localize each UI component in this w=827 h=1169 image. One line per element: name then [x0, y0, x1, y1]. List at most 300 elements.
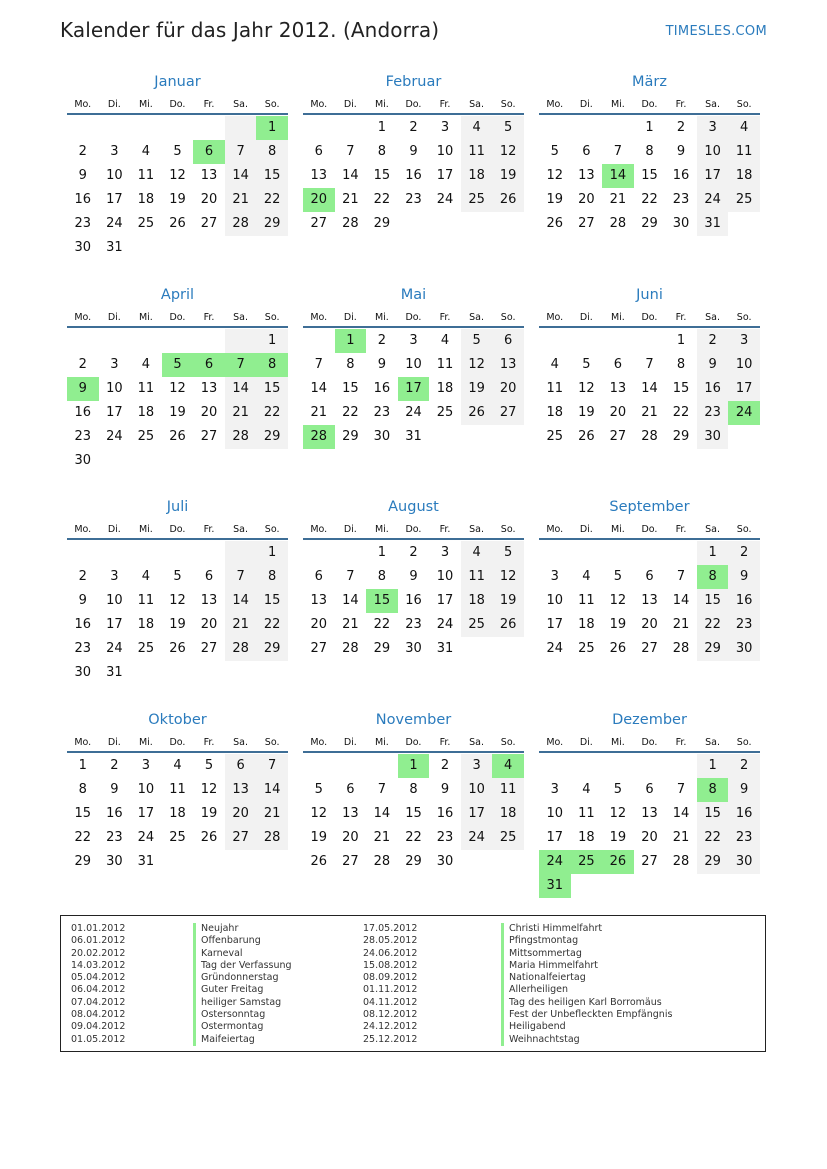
day-cell[interactable]: 25: [137, 216, 155, 231]
day-cell[interactable]: 19: [492, 589, 524, 613]
day-cell[interactable]: 1: [256, 541, 288, 565]
day-cell[interactable]: 27: [200, 216, 218, 231]
day-cell[interactable]: 25: [461, 613, 493, 637]
day-cell[interactable]: 13: [641, 806, 658, 821]
day-cell[interactable]: 21: [256, 802, 288, 826]
day-cell[interactable]: 2: [409, 120, 418, 135]
day-cell[interactable]: 18: [137, 192, 155, 207]
day-cell[interactable]: 10: [436, 569, 454, 584]
day-cell[interactable]: 15: [74, 806, 92, 821]
day-cell[interactable]: 28: [672, 641, 690, 656]
day-cell[interactable]: 9: [697, 353, 729, 377]
day-cell[interactable]: 16: [373, 381, 391, 396]
day-cell[interactable]: 3: [697, 116, 729, 140]
day-cell[interactable]: 22: [256, 188, 288, 212]
day-cell[interactable]: 29: [672, 429, 690, 444]
day-cell[interactable]: 26: [609, 641, 627, 656]
day-cell[interactable]: 14: [373, 806, 391, 821]
day-cell[interactable]: 19: [492, 164, 524, 188]
day-cell[interactable]: 12: [461, 353, 493, 377]
day-cell[interactable]: 30: [373, 429, 391, 444]
day-cell[interactable]: 13: [200, 593, 218, 608]
day-cell[interactable]: 4: [550, 357, 559, 372]
day-cell[interactable]: 9: [110, 782, 119, 797]
day-cell[interactable]: 27: [225, 826, 257, 850]
day-cell[interactable]: 13: [609, 381, 627, 396]
day-cell[interactable]: 30: [697, 425, 729, 449]
day-cell[interactable]: 16: [74, 192, 92, 207]
day-cell[interactable]: 8: [697, 565, 729, 589]
brand-logo[interactable]: TIMESLES.COM: [665, 24, 767, 39]
day-cell[interactable]: 21: [609, 192, 627, 207]
day-cell[interactable]: 6: [314, 144, 323, 159]
day-cell[interactable]: 3: [110, 144, 119, 159]
day-cell[interactable]: 6: [204, 569, 214, 584]
day-cell[interactable]: 12: [200, 782, 218, 797]
day-cell[interactable]: 20: [200, 405, 218, 420]
day-cell[interactable]: 30: [106, 854, 123, 869]
day-cell[interactable]: 18: [578, 617, 595, 632]
day-cell[interactable]: 28: [373, 854, 391, 869]
day-cell[interactable]: 23: [405, 617, 422, 632]
day-cell[interactable]: 3: [141, 758, 151, 773]
day-cell[interactable]: 19: [310, 830, 328, 845]
day-cell[interactable]: 15: [641, 168, 658, 183]
day-cell[interactable]: 23: [74, 216, 92, 231]
day-cell[interactable]: 23: [672, 192, 690, 207]
day-cell[interactable]: 19: [169, 405, 186, 420]
day-cell[interactable]: 24: [436, 192, 454, 207]
day-cell[interactable]: 5: [461, 329, 493, 353]
day-cell[interactable]: 20: [609, 405, 627, 420]
day-cell[interactable]: 8: [676, 357, 686, 372]
day-cell[interactable]: 28: [303, 425, 335, 449]
day-cell[interactable]: 3: [110, 569, 119, 584]
day-cell[interactable]: 7: [613, 144, 623, 159]
day-cell[interactable]: 6: [492, 329, 524, 353]
day-cell[interactable]: 8: [256, 353, 288, 377]
day-cell[interactable]: 10: [697, 140, 729, 164]
day-cell[interactable]: 12: [492, 565, 524, 589]
day-cell[interactable]: 14: [225, 589, 257, 613]
day-cell[interactable]: 13: [200, 381, 218, 396]
day-cell[interactable]: 8: [377, 144, 387, 159]
day-cell[interactable]: 21: [641, 405, 658, 420]
day-cell[interactable]: 25: [137, 641, 155, 656]
day-cell[interactable]: 14: [256, 778, 288, 802]
day-cell[interactable]: 18: [169, 806, 186, 821]
day-cell[interactable]: 24: [405, 405, 422, 420]
day-cell[interactable]: 12: [169, 168, 186, 183]
day-cell[interactable]: 10: [436, 144, 454, 159]
day-cell[interactable]: 8: [78, 782, 87, 797]
day-cell[interactable]: 30: [728, 850, 760, 874]
day-cell[interactable]: 3: [461, 754, 493, 778]
day-cell[interactable]: 25: [546, 429, 564, 444]
day-cell[interactable]: 13: [492, 353, 524, 377]
day-cell[interactable]: 29: [405, 854, 422, 869]
day-cell[interactable]: 30: [436, 854, 454, 869]
day-cell[interactable]: 17: [728, 377, 760, 401]
day-cell[interactable]: 26: [200, 830, 218, 845]
day-cell[interactable]: 28: [672, 854, 690, 869]
day-cell[interactable]: 29: [697, 637, 729, 661]
day-cell[interactable]: 20: [492, 377, 524, 401]
day-cell[interactable]: 1: [676, 333, 686, 348]
day-cell[interactable]: 6: [314, 569, 323, 584]
day-cell[interactable]: 11: [578, 806, 595, 821]
day-cell[interactable]: 9: [728, 778, 760, 802]
day-cell[interactable]: 15: [697, 802, 729, 826]
day-cell[interactable]: 16: [74, 405, 92, 420]
day-cell[interactable]: 17: [106, 192, 123, 207]
day-cell[interactable]: 19: [609, 617, 627, 632]
day-cell[interactable]: 31: [106, 240, 123, 255]
day-cell[interactable]: 4: [461, 116, 493, 140]
day-cell[interactable]: 13: [578, 168, 595, 183]
day-cell[interactable]: 3: [550, 569, 559, 584]
day-cell[interactable]: 4: [582, 569, 591, 584]
day-cell[interactable]: 15: [256, 377, 288, 401]
day-cell[interactable]: 11: [169, 782, 186, 797]
day-cell[interactable]: 4: [461, 541, 493, 565]
day-cell[interactable]: 15: [366, 589, 398, 613]
day-cell[interactable]: 1: [645, 120, 654, 135]
day-cell[interactable]: 12: [169, 593, 186, 608]
day-cell[interactable]: 3: [440, 545, 450, 560]
day-cell[interactable]: 28: [225, 637, 257, 661]
day-cell[interactable]: 11: [461, 140, 493, 164]
day-cell[interactable]: 8: [409, 782, 418, 797]
day-cell[interactable]: 14: [641, 381, 658, 396]
day-cell[interactable]: 25: [571, 850, 603, 874]
day-cell[interactable]: 20: [342, 830, 359, 845]
day-cell[interactable]: 24: [697, 188, 729, 212]
day-cell[interactable]: 29: [641, 216, 658, 231]
day-cell[interactable]: 16: [728, 589, 760, 613]
day-cell[interactable]: 14: [342, 593, 359, 608]
day-cell[interactable]: 7: [346, 569, 355, 584]
day-cell[interactable]: 21: [310, 405, 328, 420]
day-cell[interactable]: 28: [342, 641, 359, 656]
day-cell[interactable]: 19: [609, 830, 627, 845]
day-cell[interactable]: 11: [578, 593, 595, 608]
day-cell[interactable]: 21: [342, 192, 359, 207]
day-cell[interactable]: 27: [342, 854, 359, 869]
day-cell[interactable]: 4: [728, 116, 760, 140]
day-cell[interactable]: 10: [106, 593, 123, 608]
day-cell[interactable]: 13: [310, 168, 328, 183]
day-cell[interactable]: 15: [256, 589, 288, 613]
day-cell[interactable]: 17: [106, 617, 123, 632]
day-cell[interactable]: 13: [641, 593, 658, 608]
day-cell[interactable]: 2: [78, 569, 87, 584]
day-cell[interactable]: 27: [310, 216, 328, 231]
day-cell[interactable]: 5: [173, 144, 182, 159]
day-cell[interactable]: 20: [200, 617, 218, 632]
day-cell[interactable]: 25: [728, 188, 760, 212]
day-cell[interactable]: 29: [256, 212, 288, 236]
day-cell[interactable]: 14: [310, 381, 328, 396]
day-cell[interactable]: 10: [728, 353, 760, 377]
day-cell[interactable]: 10: [137, 782, 155, 797]
day-cell[interactable]: 20: [310, 617, 328, 632]
day-cell[interactable]: 26: [492, 613, 524, 637]
day-cell[interactable]: 8: [346, 357, 355, 372]
day-cell[interactable]: 6: [613, 357, 623, 372]
day-cell[interactable]: 23: [405, 192, 422, 207]
day-cell[interactable]: 20: [641, 830, 658, 845]
day-cell[interactable]: 8: [697, 778, 729, 802]
day-cell[interactable]: 11: [492, 778, 524, 802]
day-cell[interactable]: 27: [200, 641, 218, 656]
day-cell[interactable]: 3: [440, 120, 450, 135]
day-cell[interactable]: 5: [492, 116, 524, 140]
day-cell[interactable]: 30: [728, 637, 760, 661]
day-cell[interactable]: 11: [137, 168, 155, 183]
day-cell[interactable]: 6: [193, 353, 225, 377]
day-cell[interactable]: 12: [169, 381, 186, 396]
day-cell[interactable]: 7: [225, 140, 257, 164]
day-cell[interactable]: 9: [409, 144, 418, 159]
day-cell[interactable]: 22: [342, 405, 359, 420]
day-cell[interactable]: 7: [225, 565, 257, 589]
day-cell[interactable]: 28: [256, 826, 288, 850]
day-cell[interactable]: 16: [74, 617, 92, 632]
day-cell[interactable]: 19: [546, 192, 564, 207]
day-cell[interactable]: 23: [728, 826, 760, 850]
day-cell[interactable]: 26: [169, 216, 186, 231]
day-cell[interactable]: 21: [342, 617, 359, 632]
day-cell[interactable]: 22: [697, 613, 729, 637]
day-cell[interactable]: 17: [436, 168, 454, 183]
day-cell[interactable]: 27: [310, 641, 328, 656]
day-cell[interactable]: 14: [672, 806, 690, 821]
day-cell[interactable]: 7: [314, 357, 323, 372]
day-cell[interactable]: 7: [346, 144, 355, 159]
day-cell[interactable]: 5: [550, 144, 559, 159]
day-cell[interactable]: 24: [539, 850, 571, 874]
day-cell[interactable]: 12: [492, 140, 524, 164]
day-cell[interactable]: 25: [137, 429, 155, 444]
day-cell[interactable]: 29: [74, 854, 92, 869]
day-cell[interactable]: 26: [546, 216, 564, 231]
day-cell[interactable]: 15: [256, 164, 288, 188]
day-cell[interactable]: 25: [461, 188, 493, 212]
day-cell[interactable]: 5: [162, 353, 194, 377]
day-cell[interactable]: 31: [405, 429, 422, 444]
day-cell[interactable]: 24: [106, 216, 123, 231]
day-cell[interactable]: 19: [200, 806, 218, 821]
day-cell[interactable]: 2: [409, 545, 418, 560]
day-cell[interactable]: 9: [728, 565, 760, 589]
day-cell[interactable]: 16: [405, 168, 422, 183]
day-cell[interactable]: 8: [377, 569, 387, 584]
day-cell[interactable]: 7: [676, 782, 686, 797]
day-cell[interactable]: 17: [398, 377, 430, 401]
day-cell[interactable]: 6: [193, 140, 225, 164]
day-cell[interactable]: 15: [672, 381, 690, 396]
day-cell[interactable]: 7: [645, 357, 654, 372]
day-cell[interactable]: 30: [74, 240, 92, 255]
day-cell[interactable]: 21: [225, 188, 257, 212]
day-cell[interactable]: 21: [225, 613, 257, 637]
day-cell[interactable]: 10: [546, 593, 564, 608]
day-cell[interactable]: 18: [578, 830, 595, 845]
day-cell[interactable]: 12: [609, 806, 627, 821]
day-cell[interactable]: 8: [256, 140, 288, 164]
day-cell[interactable]: 21: [373, 830, 391, 845]
day-cell[interactable]: 29: [373, 216, 391, 231]
day-cell[interactable]: 15: [697, 589, 729, 613]
day-cell[interactable]: 18: [137, 617, 155, 632]
day-cell[interactable]: 7: [256, 754, 288, 778]
day-cell[interactable]: 31: [137, 854, 155, 869]
day-cell[interactable]: 13: [200, 168, 218, 183]
day-cell[interactable]: 26: [578, 429, 595, 444]
day-cell[interactable]: 18: [546, 405, 564, 420]
day-cell[interactable]: 1: [335, 329, 367, 353]
day-cell[interactable]: 11: [461, 565, 493, 589]
day-cell[interactable]: 24: [106, 641, 123, 656]
day-cell[interactable]: 5: [582, 357, 591, 372]
day-cell[interactable]: 17: [436, 593, 454, 608]
day-cell[interactable]: 23: [436, 830, 454, 845]
day-cell[interactable]: 16: [436, 806, 454, 821]
day-cell[interactable]: 16: [106, 806, 123, 821]
day-cell[interactable]: 9: [377, 357, 387, 372]
day-cell[interactable]: 11: [137, 593, 155, 608]
day-cell[interactable]: 11: [728, 140, 760, 164]
day-cell[interactable]: 12: [609, 593, 627, 608]
day-cell[interactable]: 25: [436, 405, 454, 420]
day-cell[interactable]: 24: [728, 401, 760, 425]
day-cell[interactable]: 5: [314, 782, 323, 797]
day-cell[interactable]: 2: [377, 333, 387, 348]
day-cell[interactable]: 7: [225, 353, 257, 377]
day-cell[interactable]: 22: [373, 617, 391, 632]
day-cell[interactable]: 14: [225, 164, 257, 188]
day-cell[interactable]: 10: [546, 806, 564, 821]
day-cell[interactable]: 17: [137, 806, 155, 821]
day-cell[interactable]: 1: [377, 545, 387, 560]
day-cell[interactable]: 22: [641, 192, 658, 207]
day-cell[interactable]: 18: [461, 589, 493, 613]
day-cell[interactable]: 17: [697, 164, 729, 188]
day-cell[interactable]: 16: [697, 377, 729, 401]
day-cell[interactable]: 9: [676, 144, 686, 159]
day-cell[interactable]: 26: [602, 850, 634, 874]
day-cell[interactable]: 25: [169, 830, 186, 845]
day-cell[interactable]: 17: [546, 617, 564, 632]
day-cell[interactable]: 11: [436, 357, 454, 372]
day-cell[interactable]: 23: [728, 613, 760, 637]
day-cell[interactable]: 8: [645, 144, 654, 159]
day-cell[interactable]: 24: [106, 429, 123, 444]
day-cell[interactable]: 13: [342, 806, 359, 821]
day-cell[interactable]: 26: [461, 401, 493, 425]
day-cell[interactable]: 30: [672, 216, 690, 231]
day-cell[interactable]: 22: [697, 826, 729, 850]
day-cell[interactable]: 6: [645, 782, 654, 797]
day-cell[interactable]: 25: [578, 641, 595, 656]
day-cell[interactable]: 26: [492, 188, 524, 212]
day-cell[interactable]: 20: [578, 192, 595, 207]
day-cell[interactable]: 22: [373, 192, 391, 207]
day-cell[interactable]: 6: [225, 754, 257, 778]
day-cell[interactable]: 17: [106, 405, 123, 420]
day-cell[interactable]: 2: [676, 120, 686, 135]
day-cell[interactable]: 1: [256, 116, 288, 140]
day-cell[interactable]: 24: [546, 641, 564, 656]
day-cell[interactable]: 26: [169, 429, 186, 444]
day-cell[interactable]: 9: [78, 168, 87, 183]
day-cell[interactable]: 4: [173, 758, 182, 773]
day-cell[interactable]: 27: [200, 429, 218, 444]
day-cell[interactable]: 21: [672, 617, 690, 632]
day-cell[interactable]: 29: [256, 425, 288, 449]
day-cell[interactable]: 19: [169, 617, 186, 632]
day-cell[interactable]: 28: [225, 212, 257, 236]
day-cell[interactable]: 13: [225, 778, 257, 802]
day-cell[interactable]: 18: [137, 405, 155, 420]
day-cell[interactable]: 5: [204, 758, 214, 773]
day-cell[interactable]: 1: [697, 754, 729, 778]
day-cell[interactable]: 22: [74, 830, 92, 845]
day-cell[interactable]: 21: [225, 401, 257, 425]
day-cell[interactable]: 11: [546, 381, 564, 396]
day-cell[interactable]: 2: [78, 357, 87, 372]
day-cell[interactable]: 5: [613, 782, 623, 797]
day-cell[interactable]: 30: [74, 453, 92, 468]
day-cell[interactable]: 15: [342, 381, 359, 396]
day-cell[interactable]: 9: [78, 593, 87, 608]
day-cell[interactable]: 4: [141, 144, 151, 159]
day-cell[interactable]: 3: [728, 329, 760, 353]
day-cell[interactable]: 10: [405, 357, 422, 372]
day-cell[interactable]: 4: [141, 569, 151, 584]
day-cell[interactable]: 16: [672, 168, 690, 183]
day-cell[interactable]: 12: [310, 806, 328, 821]
day-cell[interactable]: 15: [373, 168, 391, 183]
day-cell[interactable]: 6: [346, 782, 355, 797]
day-cell[interactable]: 23: [74, 641, 92, 656]
day-cell[interactable]: 6: [645, 569, 654, 584]
day-cell[interactable]: 1: [398, 754, 430, 778]
day-cell[interactable]: 2: [78, 144, 87, 159]
day-cell[interactable]: 9: [440, 782, 450, 797]
day-cell[interactable]: 7: [377, 782, 387, 797]
day-cell[interactable]: 3: [409, 333, 418, 348]
day-cell[interactable]: 29: [697, 850, 729, 874]
day-cell[interactable]: 9: [409, 569, 418, 584]
day-cell[interactable]: 14: [225, 377, 257, 401]
day-cell[interactable]: 10: [106, 168, 123, 183]
day-cell[interactable]: 2: [110, 758, 119, 773]
day-cell[interactable]: 11: [137, 381, 155, 396]
day-cell[interactable]: 29: [342, 429, 359, 444]
day-cell[interactable]: 12: [578, 381, 595, 396]
day-cell[interactable]: 1: [697, 541, 729, 565]
day-cell[interactable]: 26: [310, 854, 328, 869]
day-cell[interactable]: 5: [173, 569, 182, 584]
day-cell[interactable]: 4: [582, 782, 591, 797]
day-cell[interactable]: 23: [373, 405, 391, 420]
day-cell[interactable]: 25: [492, 826, 524, 850]
day-cell[interactable]: 16: [405, 593, 422, 608]
day-cell[interactable]: 20: [200, 192, 218, 207]
day-cell[interactable]: 29: [256, 637, 288, 661]
